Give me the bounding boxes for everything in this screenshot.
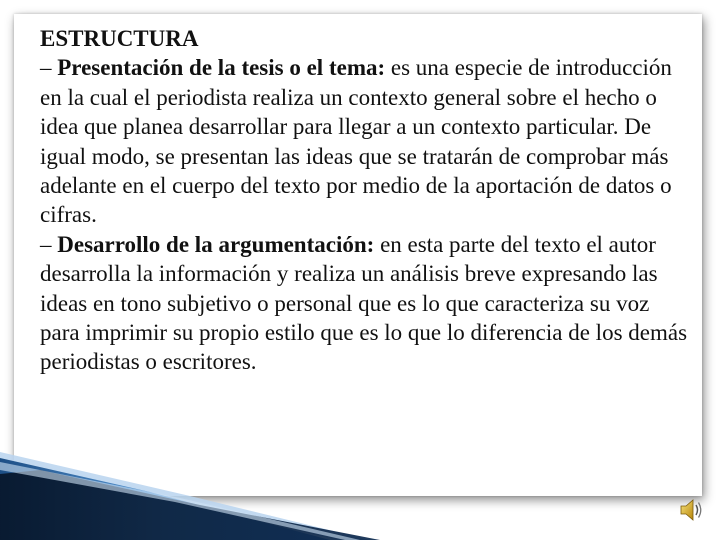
section-desarrollo (40, 230, 690, 377)
bullet-dash: – (40, 55, 58, 81)
speaker-icon[interactable] (678, 497, 704, 523)
bullet-dash: – (40, 231, 58, 257)
section-presentacion (40, 53, 690, 229)
slide-body (40, 24, 690, 377)
section-text: es una especie de introducción en la cual el periodista realiza un contexto general sobre el hecho o idea que planea desarrollar para llegar a un contexto particular. De igual modo, se presentan las ideas que se tratarán de comprobar más adelante en el cuerpo del texto por medio de la aportación de datos o cifras. (40, 55, 672, 228)
section-text: en esta parte del texto el autor desarrolla la información y realiza un análisis breve expresando las ideas en tono subjetivo o personal que es lo que caracteriza su voz para imprimir su propio estilo que es lo que lo diferencia de los demás periodistas o escritores. (40, 231, 688, 375)
section-term: Presentación de la tesis o el tema: (57, 55, 386, 81)
section-term: Desarrollo de la argumentación: (57, 231, 375, 257)
slide-heading: ESTRUCTURA (40, 26, 199, 51)
